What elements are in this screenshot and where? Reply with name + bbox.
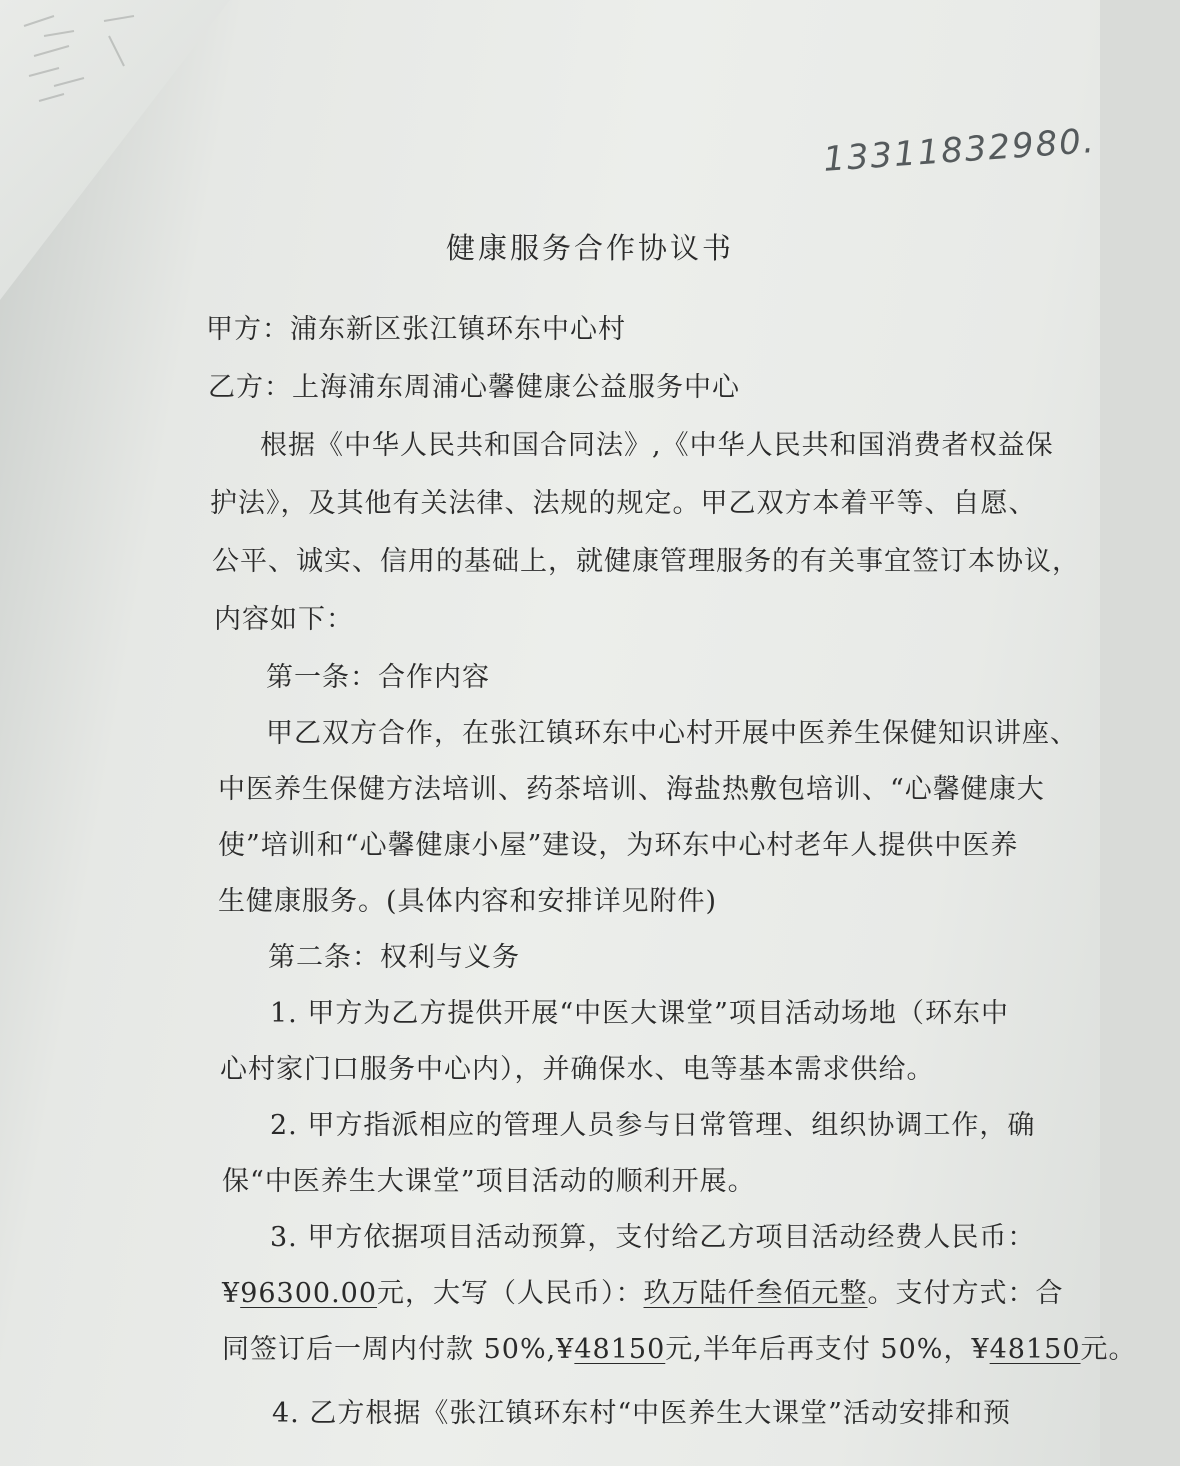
item3-line: 3. 甲方依据项目活动预算，支付给乙方项目活动经费人民币：	[270, 1222, 1036, 1253]
item3-payment-line	[222, 1336, 1137, 1363]
article1-heading: 第一条：合作内容	[266, 662, 490, 693]
item1-line: 1. 甲方为乙方提供开展“中医大课堂”项目活动场地（环东中	[270, 998, 1009, 1029]
amount-text: 元，大写（人民币）：	[377, 1278, 644, 1309]
article1-line: 使”培训和“心馨健康小屋”建设，为环东中心村老年人提供中医养	[218, 830, 1019, 861]
article2-heading: 第二条：权利与义务	[268, 942, 520, 973]
amount-figure: 96300.00	[240, 1278, 378, 1309]
currency-symbol: ¥	[222, 1278, 241, 1309]
preamble-line: 公平、诚实、信用的基础上，就健康管理服务的有关事宜签订本协议，	[212, 546, 1080, 577]
bleed-through-marks	[14, 6, 174, 156]
article1-line: 生健康服务。(具体内容和安排详见附件)	[218, 886, 718, 917]
amount-in-words: 玖万陆仟叁佰元整	[643, 1278, 868, 1309]
article1-line: 甲乙双方合作，在张江镇环东中心村开展中医养生保健知识讲座、	[266, 718, 1078, 749]
payment-text: 同签订后一周内付款 50%,¥	[222, 1334, 575, 1365]
preamble-line: 根据《中华人民共和国合同法》,《中华人民共和国消费者权益保	[260, 430, 1054, 461]
item2-line: 保“中医养生大课堂”项目活动的顺利开展。	[222, 1166, 756, 1197]
item1-line: 心村家门口服务中心内），并确保水、电等基本需求供给。	[220, 1054, 935, 1085]
preamble-line: 内容如下：	[214, 604, 354, 635]
second-payment-amount: 48150	[989, 1334, 1081, 1365]
article1-line: 中医养生保健方法培训、药茶培训、海盐热敷包培训、“心馨健康大	[218, 774, 1045, 805]
payment-text: 元。	[1080, 1334, 1137, 1365]
first-payment-amount: 48150	[574, 1334, 666, 1365]
party-a: 甲方：浦东新区张江镇环东中心村	[206, 314, 626, 345]
item4-line: 4. 乙方根据《张江镇环东村“中医养生大课堂”活动安排和预	[272, 1398, 1011, 1429]
handwritten-phone-number: 13311832980.	[822, 120, 1097, 180]
payment-method-text: 。支付方式：合	[867, 1278, 1064, 1309]
item2-line: 2. 甲方指派相应的管理人员参与日常管理、组织协调工作，确	[270, 1110, 1036, 1141]
preamble-line: 护法》，及其他有关法律、法规的规定。甲乙双方本着平等、自愿、	[210, 488, 1037, 519]
item3-amount-line	[222, 1280, 1064, 1307]
payment-text: 元,半年后再支付 50%，¥	[665, 1334, 990, 1365]
party-b: 乙方：上海浦东周浦心馨健康公益服务中心	[208, 372, 740, 403]
document-title: 健康服务合作协议书	[445, 231, 734, 265]
